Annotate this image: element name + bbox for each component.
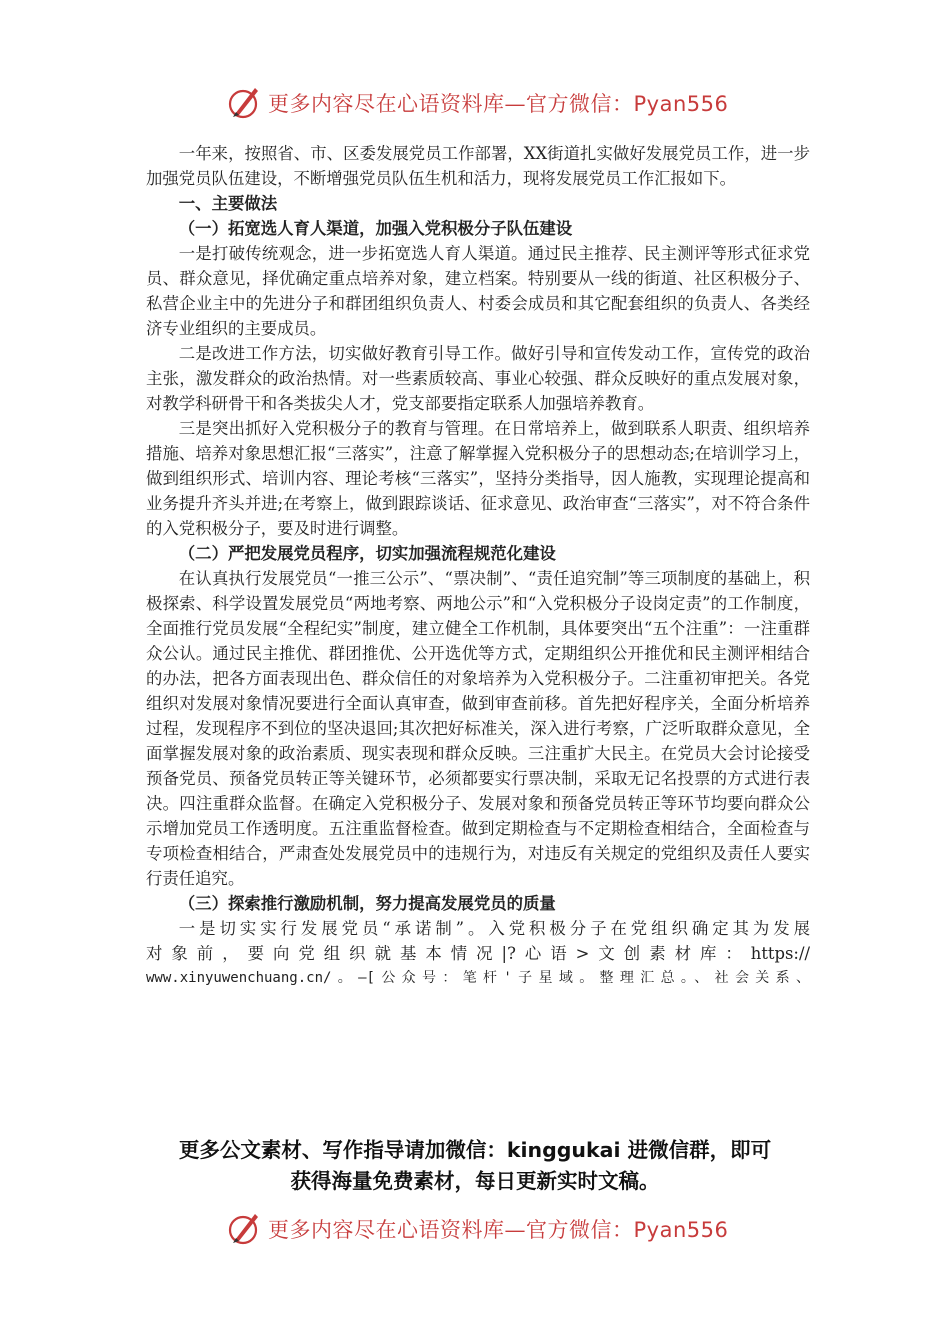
paragraph: 在认真执行发展党员“一推三公示”、“票决制”、“责任追究制”等三项制度的基础上，积极探索、科学设置发展党员“两地考察、两地公示”和“入党积极分子设岗定责”的工作制度，全面推行党员发展“全程纪实”制度，建立健全工作机制，具体要突出“五个注重”：一注重群众公认。通过民主推优、群团推优、公开选优等方式，定期组织公开推优和民主测评相结合的办法，把各方面表现出色、群众信任的对象培养为入党积极分子。二注重初审把关。各党组织对发展对象情况要进行全面认真审查，做到审查前移。首先把好程序关，全面分析培养过程，发现程序不到位的坚决退回;其次把好标准关，深入进行考察，广泛听取群众意见，全面掌握发展对象的政治素质、现实表现和群众反映。三注重扩大民主。在党员大会讨论接受预备党员、预备党员转正等关键环节，必须都要实行票决制，采取无记名投票的方式进行表决。四注重群众监督。在确定入党积极分子、发展对象和预备党员转正等环节均要向群众公示增加党员工作透明度。五注重监督检查。做到定期检查与不定期检查相结合，全面检查与专项检查相结合，严肃查处发展党员中的违规行为，对违反有关规定的党组织及责任人要实行责任追究。	[146, 569, 810, 888]
promo-line-2: 获得海量免费素材，每日更新实时文稿。	[290, 1169, 660, 1193]
pen-logo-icon	[227, 84, 263, 120]
subsection-heading-2: （二）严把发展党员程序，切实加强流程规范化建设	[178, 544, 556, 563]
banner-text: 更多内容尽在心语资料库—官方微信：Pyan556	[268, 1218, 729, 1242]
paragraph-line: 一是切实实行发展党员“承诺制”。入党积极分子在党组织确定其为发展	[178, 919, 810, 938]
subsection-heading-3: （三）探索推行激励机制，努力提高发展党员的质量	[178, 894, 556, 913]
subsection-heading-1: （一）拓宽选人育人渠道，加强入党积极分子队伍建设	[178, 219, 573, 238]
header-watermark-banner	[0, 82, 950, 122]
promo-line-1: 更多公文素材、写作指导请加微信：kinggukai 进微信群，即可	[178, 1138, 772, 1162]
paragraph: 三是突出抓好入党积极分子的教育与管理。在日常培养上，做到联系人职责、组织培养措施、培养对象思想汇报“三落实”，注意了解掌握入党积极分子的思想动态;在培训学习上，做到组织形式、培训内容、理论考核“三落实”，坚持分类指导，因人施教，实现理论提高和业务提升齐头并进;在考察上，做到跟踪谈话、征求意见、政治审查“三落实”，对不符合条件的入党积极分子，要及时进行调整。	[146, 419, 810, 538]
paragraph-line: www.xinyuwenchuang.cn/。—[公众号：笔杆'子星域。整理汇总。、社会关系、	[146, 970, 810, 986]
intro-paragraph: 一年来，按照省、市、区委发展党员工作部署，XX街道扎实做好发展党员工作，进一步加强党员队伍建设，不断增强党员队伍生机和活力，现将发展党员工作汇报如下。	[146, 144, 810, 188]
banner-text: 更多内容尽在心语资料库—官方微信：Pyan556	[268, 92, 729, 116]
document-body	[146, 141, 810, 991]
banner-wechat-id: Pyan556	[633, 92, 729, 116]
section-heading: 一、主要做法	[178, 194, 278, 213]
paragraph-line: 对象前，要向党组织就基本情况|?心语>文创素材库：https://	[146, 944, 810, 963]
promo-notice	[100, 1135, 850, 1197]
paragraph: 二是改进工作方法，切实做好教育引导工作。做好引导和宣传发动工作，宣传党的政治主张，激发群众的政治热情。对一些素质较高、事业心较强、群众反映好的重点发展对象，对教学科研骨干和各类拔尖人才，党支部要指定联系人加强培养教育。	[146, 344, 810, 413]
banner-wechat-id: Pyan556	[633, 1218, 729, 1242]
footer-watermark-banner	[0, 1208, 950, 1248]
paragraph: 一是打破传统观念，进一步拓宽选人育人渠道。通过民主推荐、民主测评等形式征求党员、群众意见，择优确定重点培养对象，建立档案。特别要从一线的街道、社区积极分子、私营企业主中的先进分子和群团组织负责人、村委会成员和其它配套组织的负责人、各类经济专业组织的主要成员。	[146, 244, 810, 338]
pen-logo-icon	[227, 1210, 263, 1246]
